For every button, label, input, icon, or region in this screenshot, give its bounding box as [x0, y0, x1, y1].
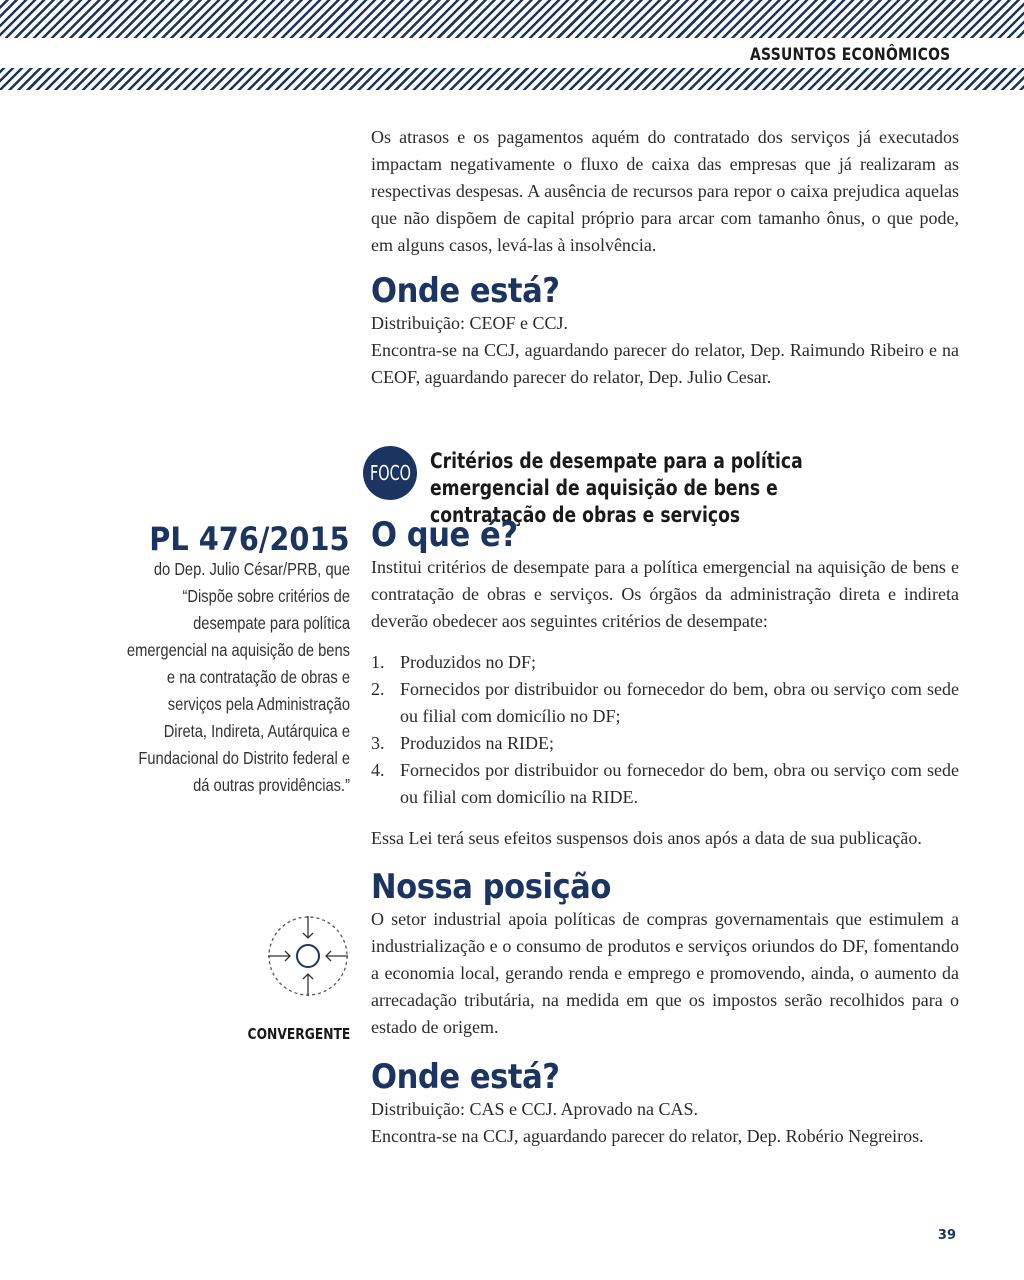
position-label: CONVERGENTE — [247, 1025, 350, 1043]
nossa-posicao-paragraph: O setor industrial apoia políticas de compras governamentais que estimulem a industrialização e o consumo de produtos e serviços oriundos do DF, fomentando a economia local, gerando renda e emprego e promovendo, ainda, o aumento da arrecadação tributária, na medida em que os impostos serão recolhidos para o estado de origem. — [371, 909, 959, 1037]
o-que-e-paragraph: Institui critérios de desempate para a política emergencial na aquisição de bens e contratação de obras e serviços. Os órgãos da administração direta e indireta deverão obedecer aos seguintes critérios de desempate: — [371, 557, 959, 631]
list-item-number: 4. — [371, 760, 385, 780]
o-que-e-closing: Essa Lei terá seus efeitos suspensos dois anos após a data de sua publicação. — [371, 828, 922, 848]
list-item-text: Produzidos na RIDE; — [400, 733, 554, 753]
onde-esta-block-2 — [371, 1058, 959, 1150]
list-item-number: 1. — [371, 652, 385, 672]
pl-description: do Dep. Julio César/PRB, que “Dispõe sobre critérios de desempate para política emergencial na aquisição de bens e na contratação de obras e serviços pela Administração Direta, Indireta, Autárquica e Fundacional do Distrito federal e dá outras providências.” — [126, 559, 350, 795]
convergent-arrows-icon — [266, 914, 350, 998]
section-label: ASSUNTOS ECONÔMICOS — [749, 45, 950, 65]
o-que-e-block — [371, 516, 959, 852]
list-item — [371, 757, 959, 811]
page-number: 39 — [937, 1228, 956, 1243]
onde-esta-2-line2: Encontra-se na CCJ, aguardando parecer do relator, Dep. Robério Negreiros. — [371, 1126, 924, 1146]
onde-esta-1-line2: Encontra-se na CCJ, aguardando parecer do relator, Dep. Raimundo Ribeiro e na CEOF, aguardando parecer do relator, Dep. Julio Cesar. — [371, 340, 959, 387]
list-item — [371, 649, 959, 676]
intro-paragraph: Os atrasos e os pagamentos aquém do contratado dos serviços já executados impactam negativamente o fluxo de caixa das empresas que já realizaram as respectivas despesas. A ausência de recursos para repor o caixa prejudica aquelas que não dispõem de capital próprio para arcar com tamanho ônus, o que pode, em alguns casos, levá-las à insolvência. — [371, 127, 959, 255]
foco-badge-label: FOCO — [369, 461, 411, 485]
o-que-e-heading: O que é? — [371, 515, 518, 555]
onde-esta-1-line1: Distribuição: CEOF e CCJ. — [371, 313, 568, 333]
foco-badge — [363, 446, 417, 500]
onde-esta-block-1 — [371, 272, 959, 391]
pl-code: PL 476/2015 — [149, 520, 350, 558]
list-item-number: 3. — [371, 733, 385, 753]
list-item-number: 2. — [371, 679, 385, 699]
onde-esta-heading-1: Onde está? — [371, 271, 560, 311]
criteria-list — [371, 649, 959, 811]
foco-title: Critérios de desempate para a política emergencial de aquisição de bens e contratação de obras e serviços — [430, 449, 803, 527]
onde-esta-2-line1: Distribuição: CAS e CCJ. Aprovado na CAS. — [371, 1099, 698, 1119]
list-item-text: Fornecidos por distribuidor ou fornecedor do bem, obra ou serviço com sede ou filial com domicílio no DF; — [400, 679, 959, 726]
list-item — [371, 676, 959, 730]
nossa-posicao-block — [371, 868, 959, 1041]
list-item — [371, 730, 959, 757]
nossa-posicao-heading: Nossa posição — [371, 867, 611, 907]
list-item-text: Fornecidos por distribuidor ou fornecedor do bem, obra ou serviço com sede ou filial com domicílio na RIDE. — [400, 760, 959, 807]
onde-esta-heading-2: Onde está? — [371, 1057, 560, 1097]
intro-block — [371, 124, 959, 259]
list-item-text: Produzidos no DF; — [400, 652, 537, 672]
